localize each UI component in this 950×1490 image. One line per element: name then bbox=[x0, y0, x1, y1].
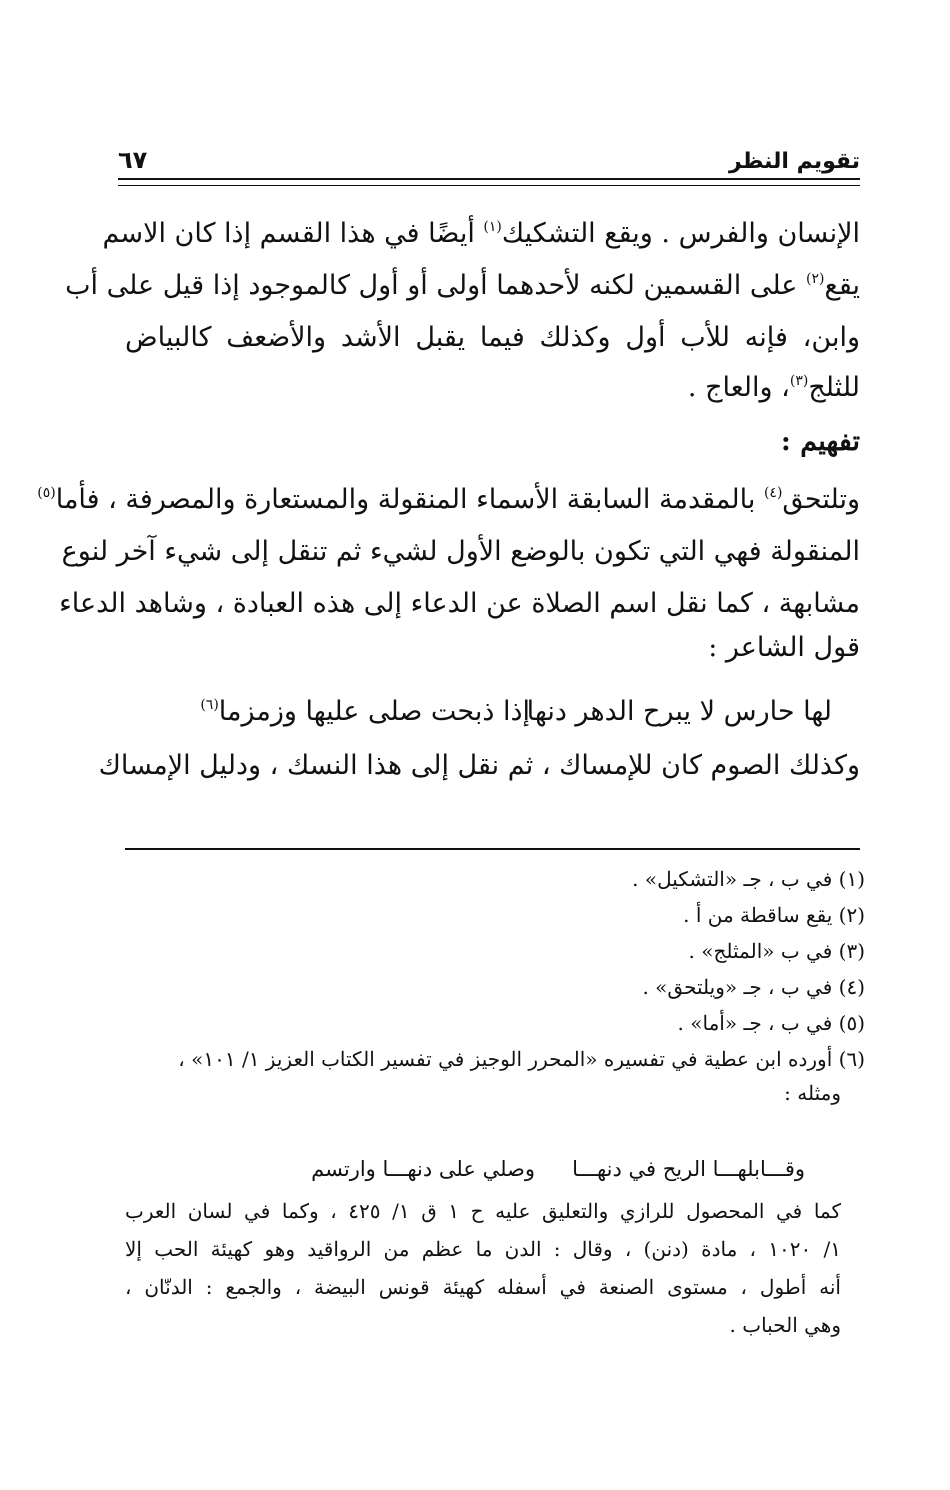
footnote: (٣) في ب «المثلج» . bbox=[688, 939, 865, 963]
verse-first-half: لها حارس لا يبرح الدهر دنها bbox=[526, 696, 832, 727]
body-line: وابن، فإنه للأب أول وكذلك فيما يقبل الأشد والأضعف كالبياض bbox=[125, 322, 860, 353]
header-rule bbox=[118, 178, 860, 186]
footnote: أنه أطول ، مستوى الصنعة في أسفله كهيئة قونس البيضة ، والجمع : الدنّان ، bbox=[125, 1275, 841, 1299]
footnote: (١) في ب ، جـ «التشكيل» . bbox=[632, 867, 865, 891]
body-line: الإنسان والفرس . ويقع التشكيك$^{(١)}$ أيضًا في هذا القسم إذا كان الاسم bbox=[102, 218, 860, 249]
footnote-verse bbox=[125, 1152, 865, 1186]
verse-second-half: إذا ذبحت صلى عليها وزمزما$^{(٦)}$ bbox=[200, 696, 530, 727]
body-line: المنقولة فهي التي تكون بالوضع الأول لشيء ثم تنقل إلى شيء آخر لنوع bbox=[61, 536, 860, 567]
footnote-separator bbox=[125, 848, 860, 850]
section-heading: تفهيم : bbox=[780, 426, 860, 457]
footnote: ١/ ١٠٢٠ ، مادة (دنن) ، وقال : الدن ما عظم من الرواقيد وهو كهيئة الحب إلا bbox=[125, 1237, 841, 1261]
body-line: وكذلك الصوم كان للإمساك ، ثم نقل إلى هذا النسك ، ودليل الإمساك bbox=[98, 750, 860, 781]
footnote: (٥) في ب ، جـ «أما» . bbox=[677, 1011, 865, 1035]
body-line: وتلتحق$^{(٤)}$ بالمقدمة السابقة الأسماء المنقولة والمستعارة والمصرفة ، فأما$^{(٥)}$ bbox=[37, 484, 860, 515]
page-header bbox=[118, 138, 860, 174]
poem-verse bbox=[125, 690, 860, 734]
body-line: للثلج$^{(٣)}$، والعاج . bbox=[687, 372, 860, 403]
footnote-ref[interactable]: (٦) bbox=[200, 697, 219, 713]
footnote-verse-first-half: وقـــابلهـــا الريح في دنهـــا bbox=[572, 1157, 805, 1181]
footnote: (٤) في ب ، جـ «ويلتحق» . bbox=[642, 975, 865, 999]
footnote-ref[interactable]: (٥) bbox=[37, 485, 56, 501]
footnote-verse-second-half: وصلي على دنهـــا وارتسم bbox=[311, 1157, 535, 1181]
footnote: (٦) أورده ابن عطية في تفسيره «المحرر الوجيز في تفسير الكتاب العزيز ١/ ١٠١» ، bbox=[178, 1047, 865, 1071]
footnote-ref[interactable]: (٤) bbox=[763, 485, 783, 501]
running-title: تقويم النظر bbox=[729, 149, 860, 174]
footnote: كما في المحصول للرازي والتعليق عليه ح ١ ق ١/ ٤٢٥ ، وكما في لسان العرب bbox=[125, 1199, 842, 1223]
body-line: قول الشاعر : bbox=[708, 632, 860, 663]
body-line: مشابهة ، كما نقل اسم الصلاة عن الدعاء إلى هذه العبادة ، وشاهد الدعاء bbox=[59, 588, 860, 619]
body-line: يقع$^{(٢)}$ على القسمين لكنه لأحدهما أولى أو أول كالموجود إذا قيل على أب bbox=[65, 270, 860, 301]
footnote-ref[interactable]: (٣) bbox=[789, 373, 809, 389]
footnote: ومثله : bbox=[784, 1081, 841, 1105]
footnote-ref[interactable]: (١) bbox=[483, 219, 502, 235]
page-number: ٦٧ bbox=[118, 146, 148, 174]
footnote-ref[interactable]: (٢) bbox=[805, 271, 825, 287]
footnote: (٢) يقع ساقطة من أ . bbox=[683, 903, 865, 927]
footnote: وهي الحباب . bbox=[729, 1313, 841, 1337]
